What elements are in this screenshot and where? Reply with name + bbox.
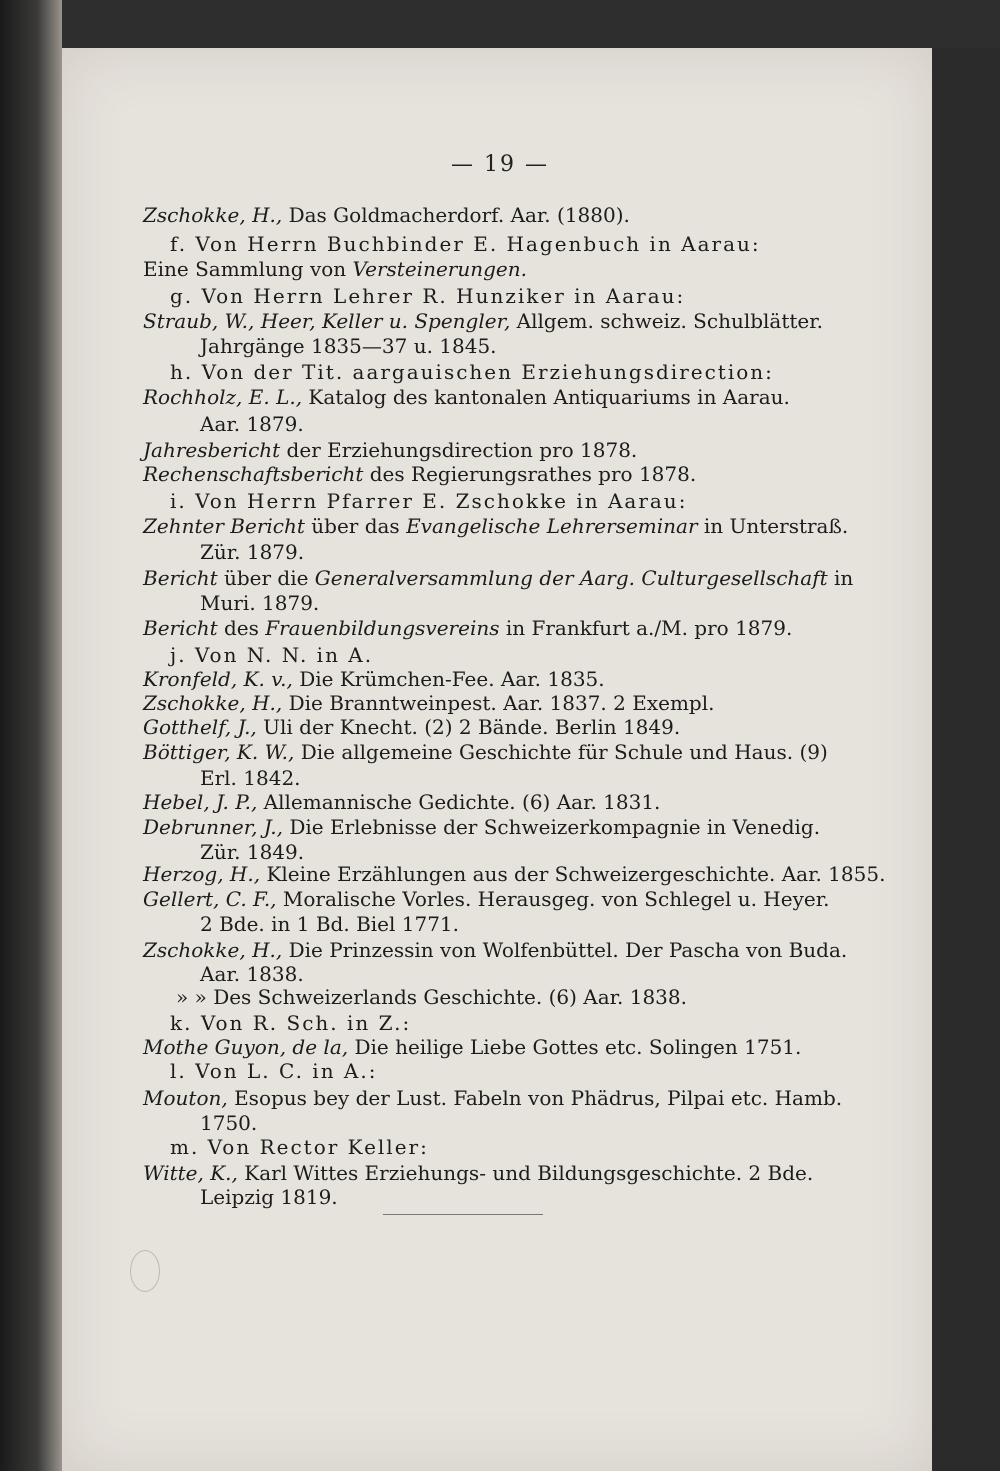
catalog-line: [143, 1161, 814, 1185]
author-name: Böttiger, K. W.,: [143, 740, 295, 764]
line-text: Karl Wittes Erziehungs- und Bildungsgeschichte. 2 Bde.: [237, 1161, 814, 1185]
author-name: Rechenschaftsbericht: [143, 462, 364, 486]
author-name: Mothe Guyon, de la,: [143, 1035, 349, 1059]
line-text: Katalog des kantonalen Antiquariums in Aarau.: [302, 385, 790, 409]
catalog-line: [143, 667, 782, 691]
author-name: Straub, W., Heer, Keller u. Spengler,: [143, 309, 511, 333]
catalog-line: [170, 1059, 782, 1083]
author-name: Zschokke, H.,: [143, 203, 283, 227]
line-tail: in Frankfurt a./M. pro 1879.: [499, 616, 793, 640]
author-name: Bericht: [143, 616, 218, 640]
catalog-line: [170, 360, 782, 384]
book-spine-shadow: [0, 0, 62, 1471]
catalog-line: [143, 566, 854, 590]
author-name: Witte, K.,: [143, 1161, 238, 1185]
author-name: Mouton,: [143, 1086, 228, 1110]
line-text: Zür. 1879.: [200, 540, 305, 564]
line-text: Esopus bey der Lust. Fabeln von Phädrus, Pilpai etc. Hamb.: [227, 1086, 843, 1110]
author-name: Herzog, H.,: [143, 862, 261, 886]
line-text: Aar. 1838.: [200, 962, 304, 986]
line-text: Das Goldmacherdorf. Aar. (1880).: [282, 203, 630, 227]
catalog-line: [143, 691, 782, 715]
line-text: Die Branntweinpest. Aar. 1837. 2 Exempl.: [282, 691, 715, 715]
catalog-line: [143, 385, 790, 409]
catalog-line: [143, 1035, 802, 1059]
catalog-line: [200, 591, 782, 615]
line-text: i. Von Herrn Pfarrer E. Zschokke in Aarau:: [170, 489, 688, 513]
line-text: Moralische Vorles. Herausgeg. von Schlegel u. Heyer.: [276, 887, 830, 911]
line-text: 1750.: [200, 1111, 258, 1135]
catalog-line: [143, 309, 823, 333]
closing-rule: [383, 1214, 543, 1215]
scan-background: [62, 0, 1000, 48]
catalog-line: [143, 203, 782, 227]
catalog-line: [200, 1185, 782, 1209]
line-text: über die: [217, 566, 315, 590]
page-number: — 19 —: [451, 152, 549, 177]
author-name: Zschokke, H.,: [143, 691, 283, 715]
line-text: Zür. 1849.: [200, 840, 305, 864]
catalog-line: [143, 715, 782, 739]
line-text: Die Erlebnisse der Schweizerkompagnie in Venedig.: [282, 815, 821, 839]
author-name: Debrunner, J.,: [143, 815, 283, 839]
line-text: l. Von L. C. in A.:: [170, 1059, 378, 1083]
line-text: Die heilige Liebe Gottes etc. Solingen 1751.: [348, 1035, 802, 1059]
line-text: Muri. 1879.: [200, 591, 320, 615]
line-text: Aar. 1879.: [200, 412, 304, 436]
line-text: Jahrgänge 1835—37 u. 1845.: [200, 334, 497, 358]
line-text: der Erziehungsdirection pro 1878.: [280, 438, 638, 462]
author-name: Gellert, C. F.,: [143, 887, 277, 911]
author-name: Jahresbericht: [143, 438, 281, 462]
line-text: m. Von Rector Keller:: [170, 1135, 429, 1159]
catalog-line: [170, 1135, 782, 1159]
line-text: Die Prinzessin von Wolfenbüttel. Der Pascha von Buda.: [282, 938, 848, 962]
line-text: Uli der Knecht. (2) 2 Bände. Berlin 1849.: [256, 715, 681, 739]
line-text: des: [217, 616, 266, 640]
author-name: Zschokke, H.,: [143, 938, 283, 962]
catalog-line: [143, 438, 782, 462]
author-name: Hebel, J. P.,: [143, 790, 258, 814]
line-text: g. Von Herrn Lehrer R. Hunziker in Aarau:: [170, 284, 686, 308]
catalog-line: [200, 840, 782, 864]
line-text: h. Von der Tit. aargauischen Erziehungsdirection:: [170, 360, 774, 384]
line-text: des Regierungsrathes pro 1878.: [363, 462, 697, 486]
author-name: Rochholz, E. L.,: [143, 385, 303, 409]
line-tail: in: [827, 566, 854, 590]
line-text: Eine Sammlung von: [143, 257, 353, 281]
catalog-line: [176, 985, 782, 1009]
line-text: Kleine Erzählungen aus der Schweizergeschichte. Aar. 1855.: [260, 862, 886, 886]
catalog-line: [170, 489, 782, 513]
title-italic: Generalversammlung der Aarg. Culturgesellschaft: [314, 566, 828, 590]
pencil-mark: [130, 1250, 160, 1292]
catalog-line: [143, 257, 782, 281]
catalog-line: [170, 284, 782, 308]
line-text: 2 Bde. in 1 Bd. Biel 1771.: [200, 912, 460, 936]
catalog-line: [143, 462, 782, 486]
catalog-line: [143, 740, 828, 764]
catalog-line: [143, 815, 821, 839]
catalog-line: [200, 912, 782, 936]
catalog-line: [143, 862, 886, 886]
line-text: Leipzig 1819.: [200, 1185, 338, 1209]
line-text: Allgem. schweiz. Schulblätter.: [510, 309, 823, 333]
line-text: k. Von R. Sch. in Z.:: [170, 1011, 412, 1035]
catalog-line: [143, 938, 848, 962]
line-text: » » Des Schweizerlands Geschichte. (6) Aar. 1838.: [176, 985, 687, 1009]
catalog-line: [143, 616, 793, 640]
author-name: Kronfeld, K. v.,: [143, 667, 293, 691]
catalog-line: [143, 887, 830, 911]
catalog-line: [200, 412, 782, 436]
catalog-line: [170, 1011, 782, 1035]
line-text: f. Von Herrn Buchbinder E. Hagenbuch in Aarau:: [170, 232, 761, 256]
line-text: j. Von N. N. in A.: [170, 643, 374, 667]
catalog-line: [170, 232, 782, 256]
line-tail: in Unterstraß.: [697, 514, 849, 538]
catalog-line: [143, 514, 849, 538]
line-text: Erl. 1842.: [200, 766, 301, 790]
catalog-line: [200, 334, 782, 358]
line-text: über das: [304, 514, 407, 538]
catalog-line: [143, 790, 782, 814]
line-text: Die allgemeine Geschichte für Schule und Haus. (9): [294, 740, 828, 764]
title-italic: Frauenbildungsvereins: [265, 616, 500, 640]
author-name: Gotthelf, J.,: [143, 715, 257, 739]
catalog-line: [143, 1086, 843, 1110]
title-italic: Evangelische Lehrerseminar: [406, 514, 698, 538]
catalog-line: [170, 643, 782, 667]
catalog-line: [200, 766, 782, 790]
line-text: Die Krümchen-Fee. Aar. 1835.: [292, 667, 605, 691]
line-text: Allemannische Gedichte. (6) Aar. 1831.: [257, 790, 661, 814]
catalog-line: [200, 1111, 782, 1135]
author-name: Zehnter Bericht: [143, 514, 305, 538]
title-italic: Versteinerungen.: [352, 257, 527, 281]
catalog-line: [200, 962, 782, 986]
catalog-line: [200, 540, 782, 564]
author-name: Bericht: [143, 566, 218, 590]
